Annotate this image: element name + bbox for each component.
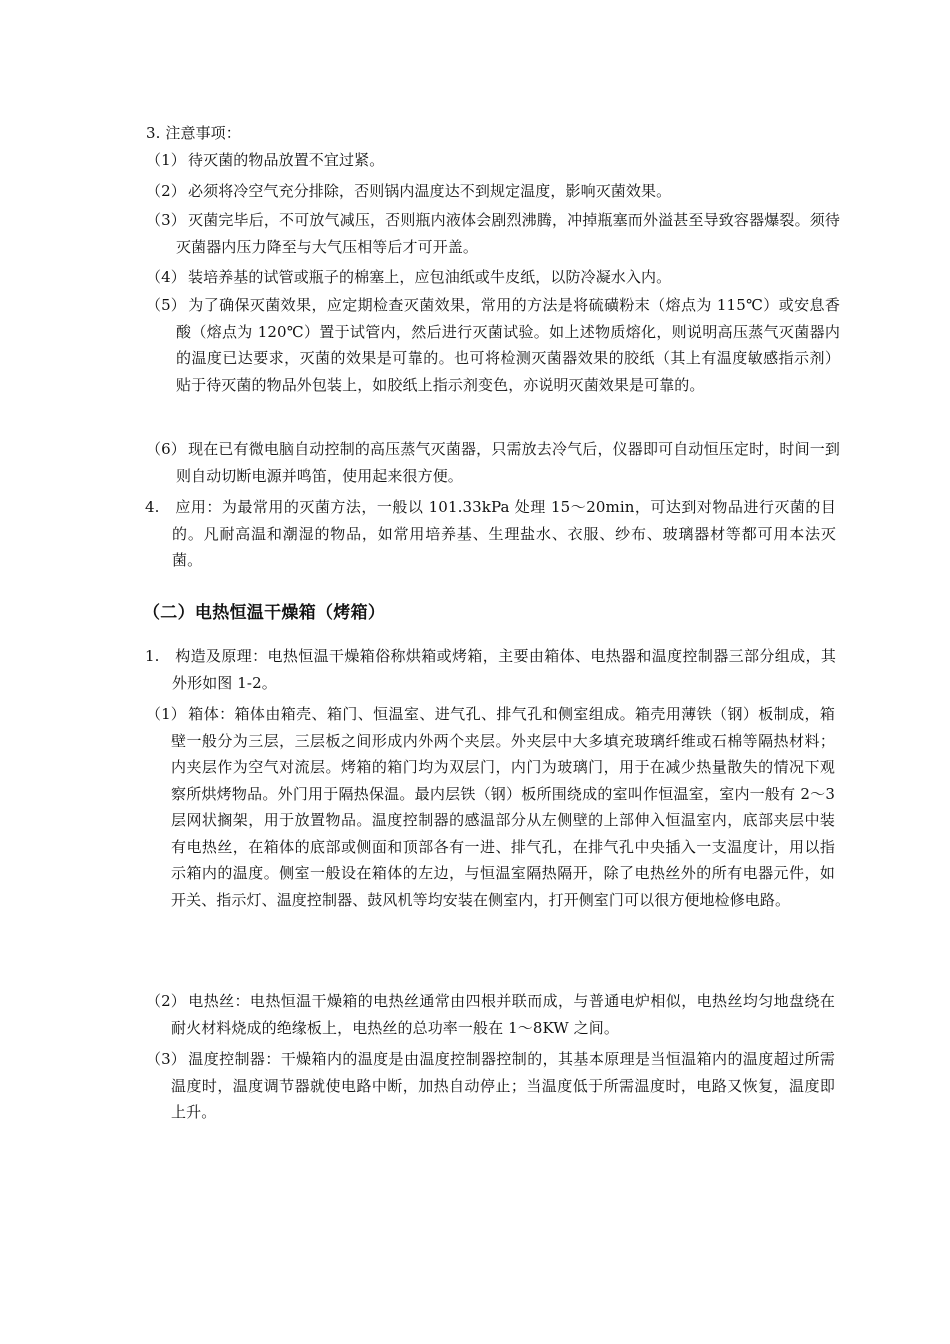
item-marker: （2） [146, 182, 186, 200]
subitem-2 [146, 988, 835, 1041]
item-marker: （1） [146, 151, 186, 169]
item-marker: （4） [146, 268, 186, 286]
part-1-paragraph [145, 643, 836, 696]
item-text: 应用：为最常用的灭菌方法，一般以 101.33kPa 处理 15～20min，可达到对物品进行灭菌的目的。凡耐高温和潮湿的物品，如常用培养基、生理盐水、衣服、纱布、玻璃器材等都可用本法灭菌。 [172, 498, 836, 569]
item-marker: （1） [146, 705, 186, 723]
item-marker: 4. [145, 498, 160, 516]
section-3-item-5 [146, 292, 840, 398]
subitem-3 [146, 1046, 835, 1126]
section-4-paragraph [145, 494, 836, 574]
item-marker: （3） [146, 211, 186, 229]
item-text: 必须将冷空气充分排除，否则锅内温度达不到规定温度，影响灭菌效果。 [188, 182, 672, 200]
item-marker: （6） [146, 440, 186, 458]
section-3-item-1 [146, 147, 835, 174]
item-text: 待灭菌的物品放置不宜过紧。 [188, 151, 385, 169]
item-text: 现在已有微电脑自动控制的高压蒸气灭菌器，只需放去冷气后，仪器即可自动恒压定时，时间一到则自动切断电源并鸣笛，使用起来很方便。 [176, 440, 840, 485]
subitem-1 [146, 701, 835, 913]
item-marker: （2） [146, 992, 186, 1010]
item-marker: 1. [145, 647, 160, 665]
item-text: 温度控制器：干燥箱内的温度是由温度控制器控制的，其基本原理是当恒温箱内的温度超过所需温度时，温度调节器就使电路中断，加热自动停止；当温度低于所需温度时，电路又恢复，温度即上升。 [171, 1050, 835, 1121]
item-text: 装培养基的试管或瓶子的棉塞上，应包油纸或牛皮纸，以防冷凝水入内。 [188, 268, 672, 286]
section-3-item-2 [146, 178, 835, 205]
item-text: 灭菌完毕后，不可放气减压，否则瓶内液体会剧烈沸腾，冲掉瓶塞而外溢甚至导致容器爆裂。须待灭菌器内压力降至与大气压相等后才可开盖。 [176, 211, 840, 256]
section-heading: （二）电热恒温干燥箱（烤箱） [143, 603, 386, 623]
item-marker: （3） [146, 1050, 186, 1068]
item-text: 为了确保灭菌效果，应定期检查灭菌效果，常用的方法是将硫磺粉末（熔点为 115℃）或安息香酸（熔点为 120℃）置于试管内，然后进行灭菌试验。如上述物质熔化，则说明高压蒸气灭菌器内的温度已达要求，灭菌的效果是可靠的。也可将检测灭菌器效果的胶纸（其上有温度敏感指示剂）贴于待灭菌的物品外包装上，如胶纸上指示剂变色，亦说明灭菌效果是可靠的。 [176, 296, 840, 394]
item-text: 电热丝：电热恒温干燥箱的电热丝通常由四根并联而成，与普通电炉相似，电热丝均匀地盘绕在耐火材料烧成的绝缘板上，电热丝的总功率一般在 1～8KW 之间。 [171, 992, 835, 1037]
item-text: 箱体：箱体由箱壳、箱门、恒温室、进气孔、排气孔和侧室组成。箱壳用薄铁（钢）板制成，箱壁一般分为三层，三层板之间形成内外两个夹层。外夹层中大多填充玻璃纤维或石棉等隔热材料；内夹层作为空气对流层。烤箱的箱门均为双层门，内门为玻璃门，用于在减少热量散失的情况下观察所烘烤物品。外门用于隔热保温。最内层铁（钢）板所围绕成的室叫作恒温室，室内一般有 2～3 层网状搁架，用于放置物品。温度控制器的感温部分从左侧壁的上部伸入恒温室内，底部夹层中装有电热丝，在箱体的底部或侧面和顶部各有一进、排气孔，在排气孔中央插入一支温度计，用以指示箱内的温度。侧室一般设在箱体的左边，与恒温室隔热隔开，除了电热丝外的所有电器元件，如开关、指示灯、温度控制器、鼓风机等均安装在侧室内，打开侧室门可以很方便地检修电路。 [171, 705, 835, 909]
section-3-item-3 [146, 207, 840, 260]
section-3-title: 3. 注意事项： [146, 124, 241, 142]
section-3-item-6 [146, 436, 840, 489]
item-text: 构造及原理：电热恒温干燥箱俗称烘箱或烤箱，主要由箱体、电热器和温度控制器三部分组成，其外形如图 1-2。 [172, 647, 836, 692]
section-3-item-4 [146, 264, 835, 291]
item-marker: （5） [146, 296, 186, 314]
